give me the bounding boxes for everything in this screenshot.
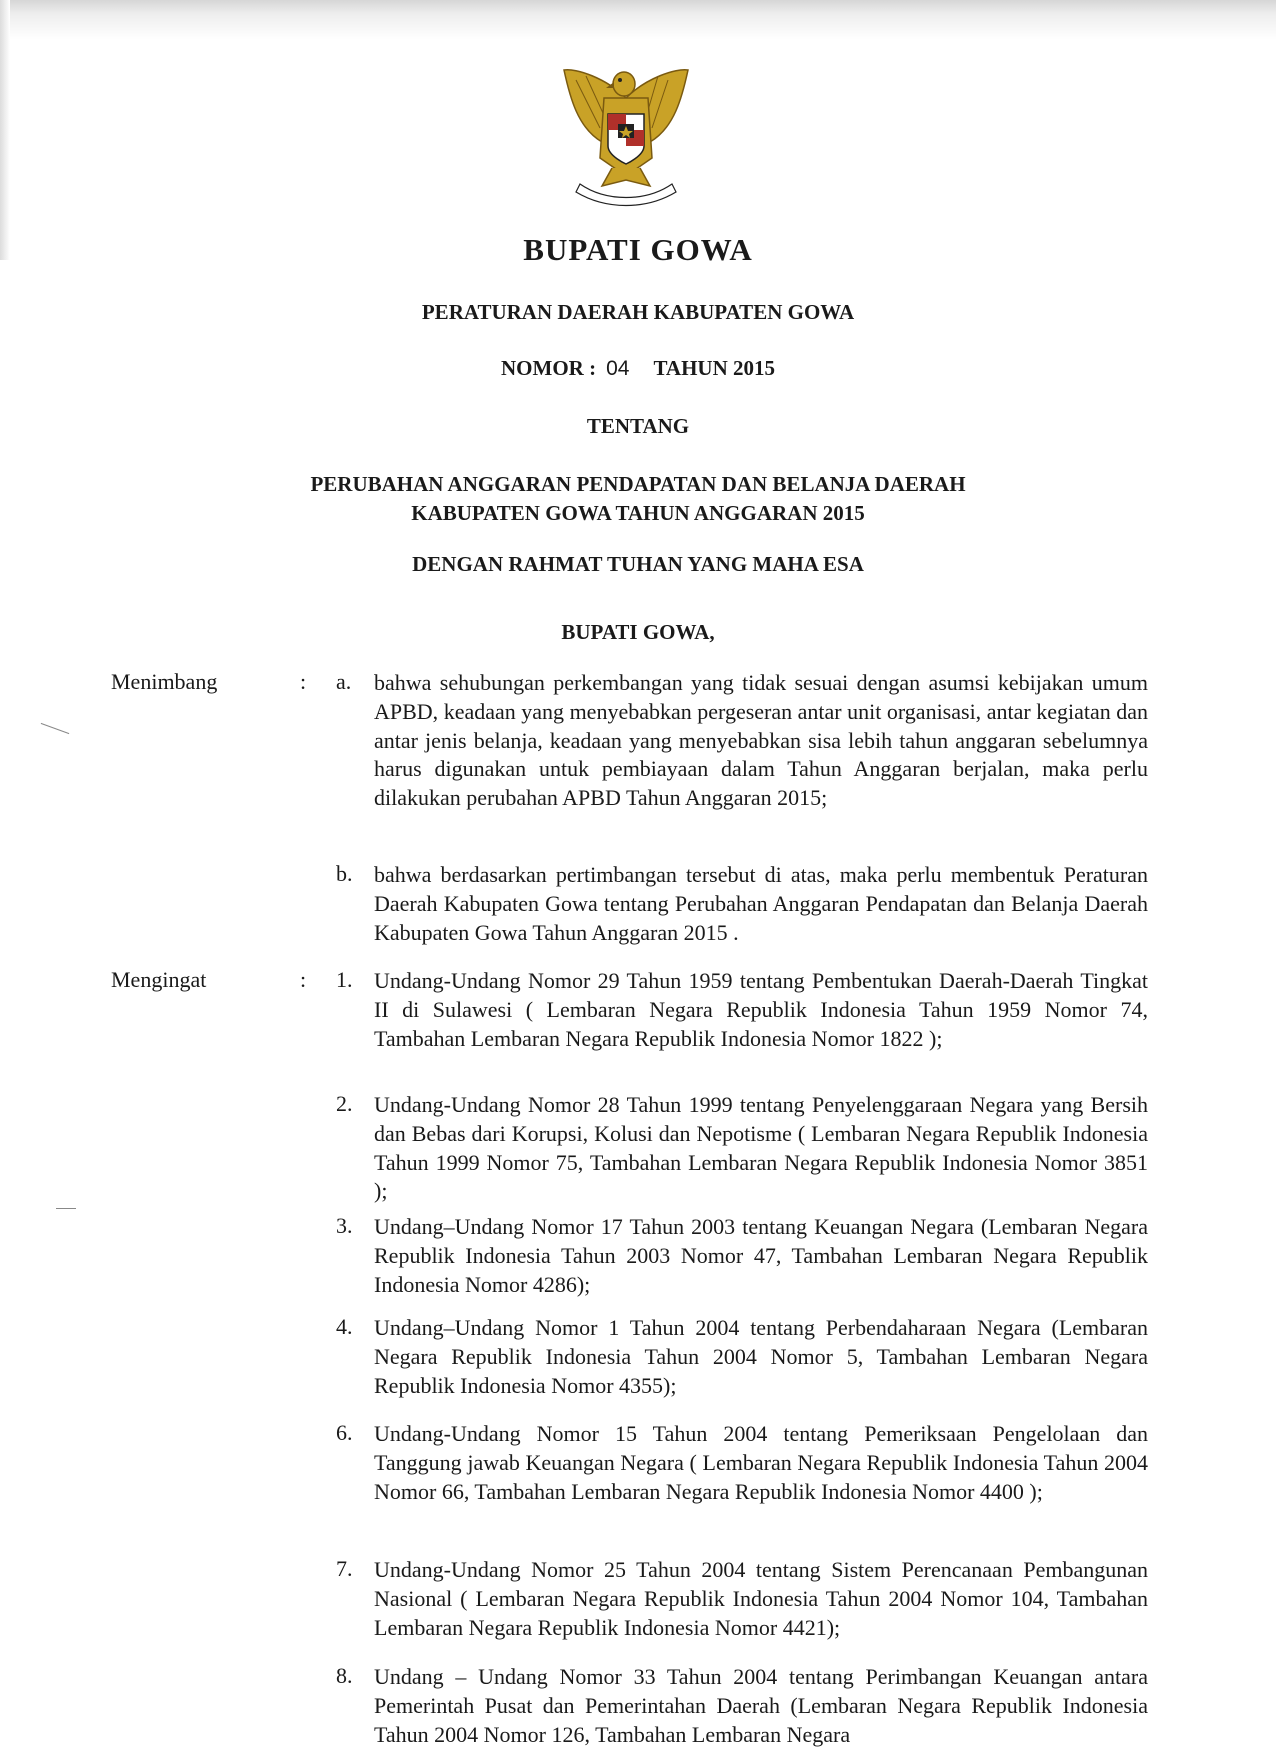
scan-left-shadow [0, 0, 10, 260]
item-text: Undang-Undang Nomor 28 Tahun 1999 tentang Penyelenggaraan Negara yang Bersih dan Bebas dari Korupsi, Kolusi dan Nepotisme ( Lembaran Negara Republik Indonesia Tahun 1999 Nomor 75, Tambahan Lembaran Negara Republik Indonesia Nomor 3851 ); [374, 1092, 1148, 1204]
item-text: Undang-Undang Nomor 25 Tahun 2004 tentang Sistem Perencanaan Pembangunan Nasional ( Lembaran Negara Republik Indonesia Tahun 2004 Nomor 104, Tambahan Lembaran Negara Republik Indonesia Nomor 4421); [374, 1557, 1148, 1640]
mengingat-label: Mengingat [111, 967, 207, 992]
about-heading: TENTANG [586, 414, 690, 438]
number-value: 04 [606, 357, 630, 380]
item-marker: 8. [336, 1663, 353, 1688]
mengingat-colon: : [300, 967, 307, 992]
scan-mark [41, 723, 70, 734]
item-marker: 3. [336, 1213, 353, 1238]
item-text: Undang–Undang Nomor 1 Tahun 2004 tentang Perbendaharaan Negara (Lembaran Negara Republik Indonesia Tahun 2004 Nomor 5, Tambahan Lembaran Negara Republik Indonesia Nomor 4355); [374, 1315, 1148, 1398]
number-label: NOMOR : [501, 356, 597, 380]
item-text: Undang – Undang Nomor 33 Tahun 2004 tentang Perimbangan Keuangan antara Pemerintah Pusat dan Pemerintahan Daerah (Lembaran Negara Republik Indonesia Tahun 2004 Nomor 126, Tambahan Lembaran Negara [374, 1664, 1148, 1747]
item-marker: a. [336, 669, 352, 694]
regulation-number [0, 356, 1276, 381]
official-line: BUPATI GOWA, [561, 620, 715, 644]
garuda-emblem-icon [556, 58, 696, 208]
scan-edge-shadow [0, 0, 1276, 60]
year-label: TAHUN 2015 [653, 356, 775, 380]
item-text: Undang–Undang Nomor 17 Tahun 2003 tentang Keuangan Negara (Lembaran Negara Republik Indonesia Tahun 2003 Nomor 47, Tambahan Lembaran Negara Republik Indonesia Nomor 4286); [374, 1214, 1148, 1297]
item-marker: b. [336, 861, 353, 886]
item-text: Undang-Undang Nomor 15 Tahun 2004 tentang Pemeriksaan Pengelolaan dan Tanggung jawab Keuangan Negara ( Lembaran Negara Republik Indonesia Tahun 2004 Nomor 66, Tambahan Lembaran Negara Republik Indonesia Nomor 4400 ); [374, 1421, 1148, 1504]
item-text: bahwa berdasarkan pertimbangan tersebut di atas, maka perlu membentuk Peraturan Daerah Kabupaten Gowa tentang Perubahan Anggaran Pendapatan dan Belanja Daerah Kabupaten Gowa Tahun Anggaran 2015 . [374, 862, 1148, 945]
scan-mark [56, 1208, 76, 1209]
item-marker: 6. [336, 1420, 353, 1445]
menimbang-colon: : [300, 669, 307, 694]
subject-line-2: KABUPATEN GOWA TAHUN ANGGARAN 2015 [411, 501, 865, 525]
item-marker: 1. [336, 967, 353, 992]
menimbang-label: Menimbang [111, 669, 218, 694]
item-marker: 2. [336, 1091, 353, 1116]
regulation-heading: PERATURAN DAERAH KABUPATEN GOWA [421, 300, 855, 324]
item-text: Undang-Undang Nomor 29 Tahun 1959 tentang Pembentukan Daerah-Daerah Tingkat II di Sulawesi ( Lembaran Negara Republik Indonesia Tahun 1959 Nomor 74, Tambahan Lembaran Negara Republik Indonesia Nomor 1822 ); [374, 968, 1148, 1051]
item-marker: 7. [336, 1556, 353, 1581]
blessing-line: DENGAN RAHMAT TUHAN YANG MAHA ESA [412, 552, 864, 576]
item-marker: 4. [336, 1314, 353, 1339]
subject-line-1: PERUBAHAN ANGGARAN PENDAPATAN DAN BELANJA DAERAH [310, 472, 966, 496]
page-title: BUPATI GOWA [523, 232, 753, 267]
item-text: bahwa sehubungan perkembangan yang tidak sesuai dengan asumsi kebijakan umum APBD, keadaan yang menyebabkan pergeseran antar unit organisasi, antar kegiatan dan antar jenis belanja, keadaan yang menyebabkan sisa lebih tahun anggaran sebelumnya harus digunakan untuk pembiayaan dalam Tahun Anggaran berjalan, maka perlu dilakukan perubahan APBD Tahun Anggaran 2015; [374, 670, 1148, 811]
